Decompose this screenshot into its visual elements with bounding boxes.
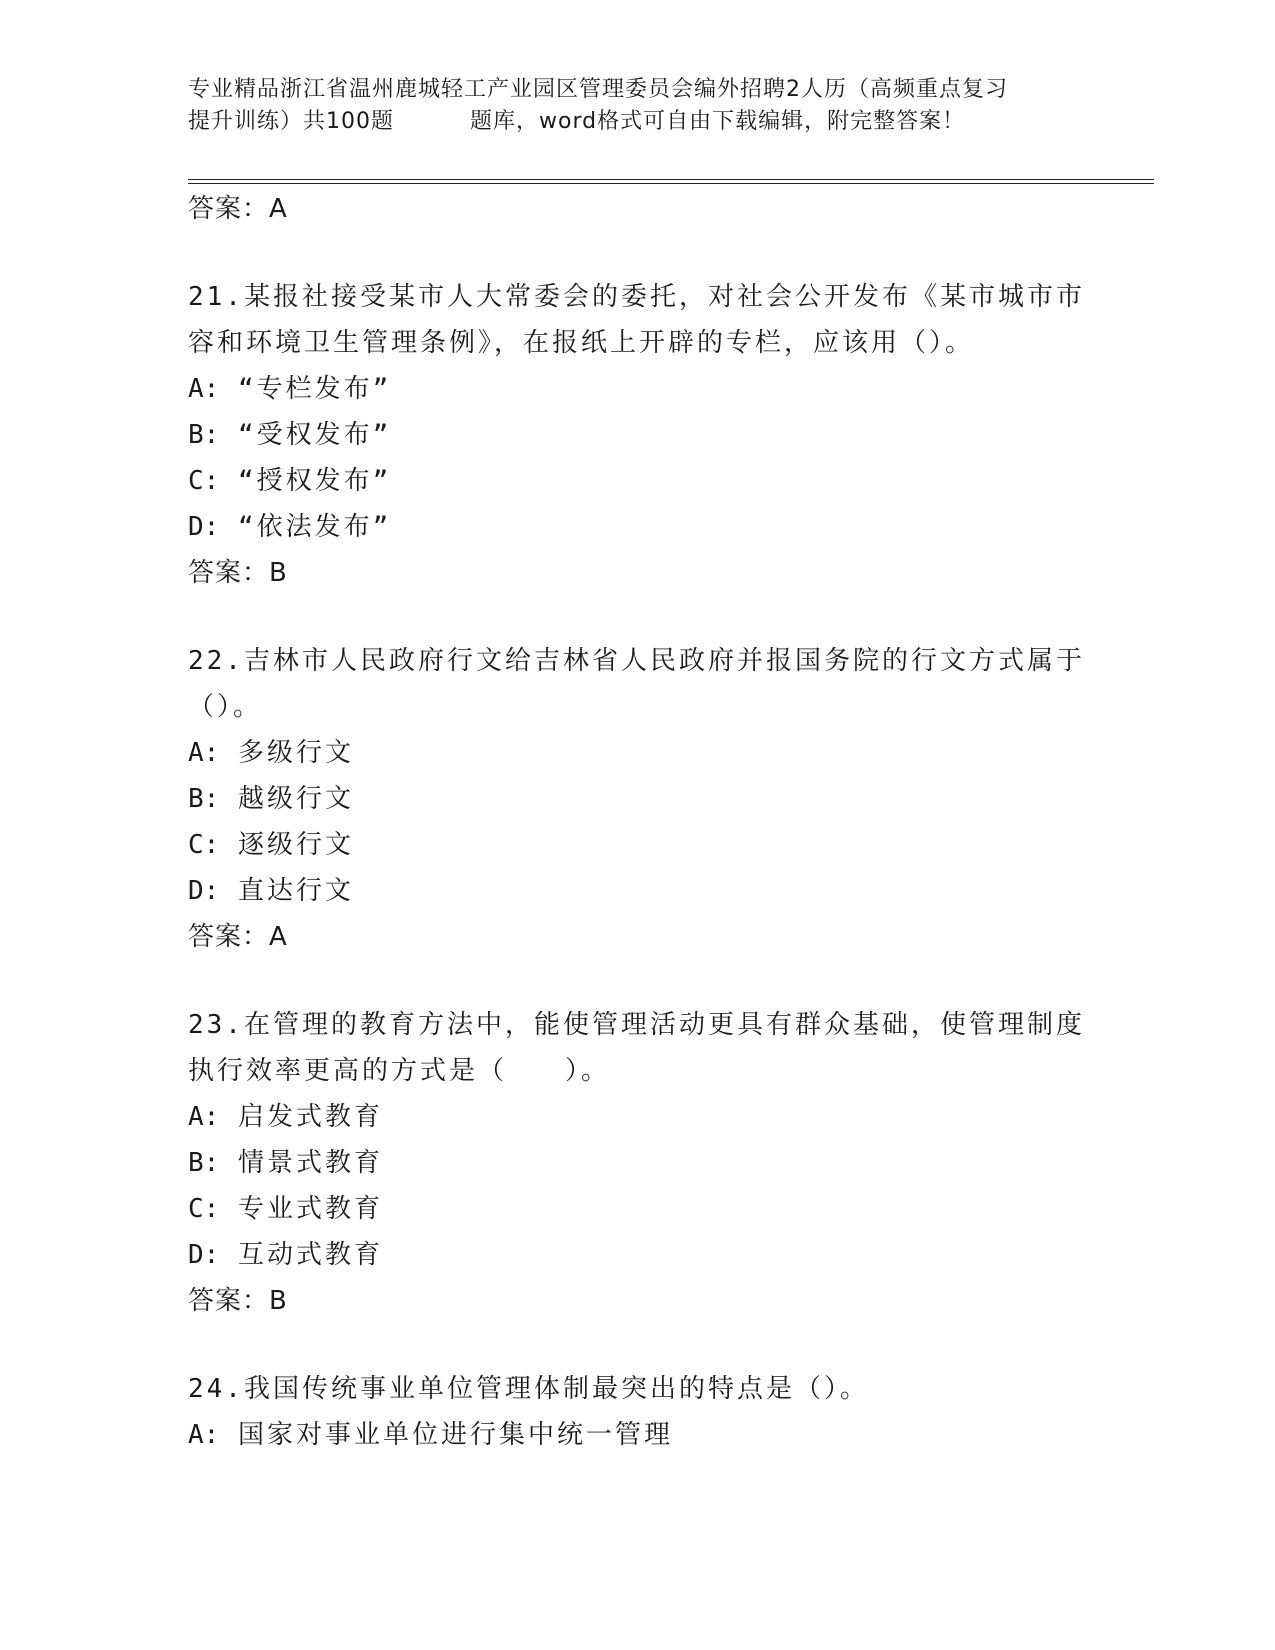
option-text: 多级行文 [237,738,354,768]
answer-line: 答案：A [188,922,288,952]
question-number: 24. [188,1374,244,1404]
option-letter: B: [188,784,220,814]
option-text: 专业式教育 [237,1194,383,1224]
option-letter: C: [188,1194,220,1224]
header-rule-bottom [188,183,1154,184]
question-list [188,186,1088,1458]
question-text [188,1002,1088,1094]
option-c [188,822,1088,868]
option-letter: C: [188,830,220,860]
option-text: 逐级行文 [237,830,354,860]
option-letter: C: [188,466,220,496]
header-line-2b: 题库，word格式可自由下载编辑，附完整答案！ [470,109,966,134]
question-body: 某报社接受某市人大常委会的委托，对社会公开发布《某市城市市容和环境卫生管理条例》，在报纸上开辟的专栏，应该用（）。 [188,282,1085,358]
option-text: 越级行文 [237,784,354,814]
option-letter: A: [188,1420,220,1450]
answer-line: 答案：A [188,194,288,224]
option-letter: D: [188,876,220,906]
header-line-1: 专业精品浙江省温州鹿城轻工产业园区管理委员会编外招聘2人历（高频重点复习 [188,77,1008,102]
option-d [188,868,1088,914]
option-d [188,1232,1088,1278]
question-number: 23. [188,1010,244,1040]
option-text: “专栏发布” [237,374,392,404]
option-a [188,1412,1088,1458]
option-d [188,504,1088,550]
option-letter: D: [188,1240,220,1270]
option-letter: A: [188,1102,220,1132]
header-line-2 [188,106,1088,138]
option-text: “授权发布” [237,466,392,496]
option-c [188,1186,1088,1232]
option-a [188,1094,1088,1140]
option-text: 情景式教育 [237,1148,383,1178]
question-body: 我国传统事业单位管理体制最突出的特点是（）。 [243,1374,869,1404]
option-text: 启发式教育 [237,1102,383,1132]
option-letter: B: [188,420,220,450]
question-24 [188,1366,1088,1458]
option-a [188,730,1088,776]
question-body: 在管理的教育方法中，能使管理活动更具有群众基础，使管理制度执行效率更高的方式是（ ）。 [188,1010,1085,1086]
option-letter: A: [188,738,220,768]
question-22 [188,638,1088,960]
header-rule-top [188,179,1154,180]
question-body: 吉林市人民政府行文给吉林省人民政府并报国务院的行文方式属于（）。 [188,646,1085,722]
option-text: “依法发布” [237,512,392,542]
answer-line: 答案：B [188,1286,288,1316]
option-c [188,458,1088,504]
option-text: “受权发布” [237,420,392,450]
option-b [188,776,1088,822]
question-number: 21. [188,282,244,312]
option-letter: D: [188,512,220,542]
question-21 [188,274,1088,596]
option-text: 直达行文 [237,876,354,906]
header-line-2a: 提升训练）共100题 [188,109,394,134]
question-text [188,274,1088,366]
option-text: 互动式教育 [237,1240,383,1270]
option-letter: B: [188,1148,220,1178]
option-a [188,366,1088,412]
question-text [188,1366,1088,1412]
question-text [188,638,1088,730]
option-letter: A: [188,374,220,404]
answer-line: 答案：B [188,558,288,588]
question-23 [188,1002,1088,1324]
option-b [188,412,1088,458]
option-b [188,1140,1088,1186]
option-text: 国家对事业单位进行集中统一管理 [237,1420,673,1450]
question-number: 22. [188,646,244,676]
page-header [188,74,1088,138]
